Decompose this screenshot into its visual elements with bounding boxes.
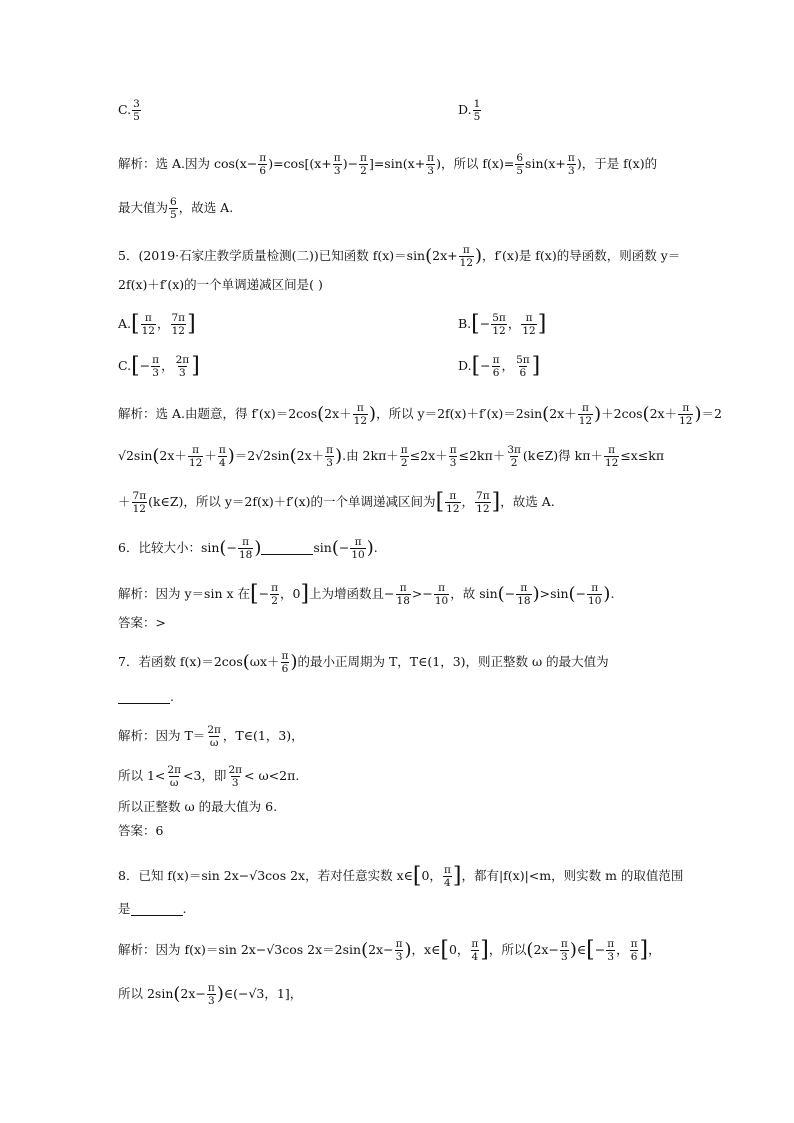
solution-5-line-1: 解析：选 A.由题意，得 f′(x)＝2cos(2x＋ $\frac{\pi}{12}$ )，所以 y＝2f(x)＋f′(x)＝2sin(2x＋ $\frac{\pi}{12}$ )＋2cos(2x＋ $\frac{\pi}{12}$ )＝2 xyxy=(118,402,722,427)
option-5-b: B.[− $\frac{5\pi}{12}$ ， $\frac{\pi}{12}$ ] xyxy=(458,311,547,337)
question-6: 6．比较大小：sin(− $\frac{\pi}{18}$ ) sin(− $\frac{\pi}{10}$ ). xyxy=(118,536,378,561)
option-c-prev: C. $\frac{3}{5}$ xyxy=(118,98,140,123)
question-7-line-2: . xyxy=(118,688,678,706)
option-5-a: A.[ $\frac{\pi}{12}$ ， $\frac{7\pi}{12}$ ] xyxy=(118,311,196,337)
solution-4-line-2: 最大值为 $\frac{6}{5}$ ，故选 A. xyxy=(118,196,234,221)
solution-7-line-3: 所以正整数 ω 的最大值为 6. xyxy=(118,799,278,814)
option-5-d: D.[− $\frac{\pi}{6}$ ， $\frac{5\pi}{6}$ ] xyxy=(458,353,541,379)
solution-6: 解析：因为 y＝sin x 在[− $\frac{\pi}{2}$ ，0]上为增函数且− $\frac{\pi}{18}$ >− $\frac{\pi}{10}$ ，故 sin(− $\frac{\pi}{18}$ )>sin(− $\frac{\pi}{10}$ ). xyxy=(118,581,615,607)
question-8-line-1: 8．已知 f(x)＝sin 2x−√3cos 2x，若对任意实数 x∈[0， $\frac{\pi}{4}$ ]，都有|f(x)|<m，则实数 m 的取值范围 xyxy=(118,863,684,889)
answer-7: 答案：6 xyxy=(118,823,164,838)
question-7-line-1: 7．若函数 f(x)＝2cos(ωx＋ $\frac{\pi}{6}$ )的最小正周期为 T，T∈(1，3)，则正整数 ω 的最大值为 xyxy=(118,650,609,675)
answer-blank xyxy=(131,903,183,916)
solution-7-line-1: 解析：因为 T＝ $\frac{2\pi}{\omega}$ ，T∈(1，3)， xyxy=(118,724,304,749)
solution-8-line-1: 解析：因为 f(x)＝sin 2x−√3cos 2x＝2sin(2x− $\frac{\pi}{3}$ )，x∈[0， $\frac{\pi}{4}$ ]，所以(2x− $\frac{\pi}{3}$ )∈[− $\frac{\pi}{3}$ ， $\frac{\pi}{6}$ ]， xyxy=(118,937,661,963)
answer-6: 答案：> xyxy=(118,615,166,630)
question-5-line-2: 2f(x)＋f′(x)的一个单调递减区间是( ) xyxy=(118,277,323,292)
answer-blank xyxy=(118,691,170,704)
option-d-prev: D. $\frac{1}{5}$ xyxy=(458,98,481,123)
solution-5-line-2: √2sin(2x＋ $\frac{\pi}{12}$ ＋ $\frac{\pi}{4}$ )＝2√2sin(2x＋ $\frac{\pi}{3}$ ).由 2kπ＋ $\frac{\pi}{2}$ ≤2x＋ $\frac{\pi}{3}$ ≤2kπ＋ $\frac{3\pi}{2}$ (k∈Z)得 kπ＋ $\frac{\pi}{12}$ ≤x≤kπ xyxy=(118,444,665,469)
solution-7-line-2: 所以 1< $\frac{2\pi}{\omega}$ <3，即 $\frac{2\pi}{3}$ < ω<2π. xyxy=(118,764,300,789)
solution-8-line-2: 所以 2sin(2x− $\frac{\pi}{3}$ )∈(−√3，1]， xyxy=(118,982,303,1007)
answer-blank xyxy=(261,542,313,555)
solution-4-line-1: 解析：选 A.因为 cos(x− $\frac{\pi}{6}$ )=cos[(x+ $\frac{\pi}{3}$ )− $\frac{\pi}{2}$ ]=sin(x+ $\frac{\pi}{3}$ )，所以 f(x)= $\frac{6}{5}$ sin(x+ $\frac{\pi}{3}$ )，于是 f(x)的 xyxy=(118,152,658,177)
question-5-line-1: 5．(2019·石家庄教学质量检测(二))已知函数 f(x)＝sin(2x+ $\frac{\pi}{12}$ )，f′(x)是 f(x)的导函数，则函数 y＝ xyxy=(118,244,681,269)
option-5-c: C.[− $\frac{\pi}{3}$ ， $\frac{2\pi}{3}$ ] xyxy=(118,353,200,379)
question-8-line-2: 是 . xyxy=(118,901,187,916)
solution-5-line-3: ＋ $\frac{7\pi}{12}$ (k∈Z)，所以 y＝2f(x)＋f′(x)的一个单调递减区间为[ $\frac{\pi}{12}$ ， $\frac{7\pi}{12}$ ]，故选 A. xyxy=(118,489,555,515)
